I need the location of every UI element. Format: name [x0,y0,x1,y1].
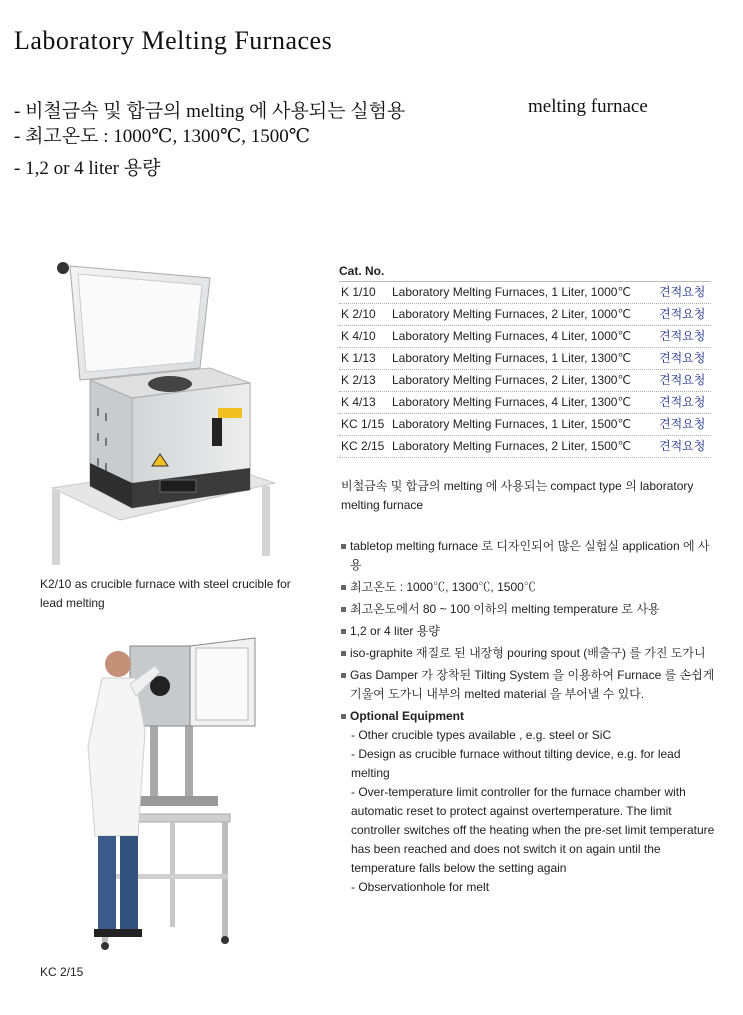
intro-line-3: - 1,2 or 4 liter 용량 [14,158,161,179]
optional-item: - Over-temperature limit controller for the furnace chamber with automatic reset to protect against overtemperature. The limit controller switches off the heating when the pre-set limit temperature has been reached and does not switch it on again until the temperature falls below the setting again [351,785,715,875]
table-row [339,414,711,436]
optional-item: - Observationhole for melt [351,880,490,894]
feature-text: iso-graphite 재질로 된 내장형 pouring spout (배출구) 를 가진 도가니 [350,646,706,660]
quote-request-link[interactable]: 견적요청 [659,285,706,299]
catalog-table-header: Cat. No. [339,263,711,282]
tilting-photo-caption: KC 2/15 [40,965,84,979]
cat-description: Laboratory Melting Furnaces, 4 Liter, 1300℃ [392,395,631,409]
bullet-icon [341,673,346,678]
optional-item: - Design as crucible furnace without tilting device, e.g. for lead melting [351,747,681,780]
cat-no: K 4/13 [341,395,376,409]
cat-no: KC 1/15 [341,417,385,431]
feature-text: tabletop melting furnace 로 디자인되어 많은 실험실 application 에 사용 [350,539,710,572]
intro-line-2: - 최고온도 : 1000℃, 1300℃, 1500℃ [14,126,311,147]
page-title: Laboratory Melting Furnaces [14,26,333,55]
cat-description: Laboratory Melting Furnaces, 4 Liter, 1000℃ [392,329,631,343]
optional-item: - Other crucible types available , e.g. steel or SiC [351,728,612,742]
table-row [339,436,711,458]
table-row [339,370,711,392]
intro-line-1: - 비철금속 및 합금의 melting 에 사용되는 실험용 [14,101,406,122]
list-item [341,666,716,704]
quote-request-link[interactable]: 견적요청 [659,373,706,387]
quote-request-link[interactable]: 견적요청 [659,351,706,365]
intro-line-1-suffix: melting furnace [528,96,648,117]
furnace-photo [40,258,288,565]
quote-request-link[interactable]: 견적요청 [659,395,706,409]
list-item [341,537,716,575]
table-row [339,304,711,326]
quote-request-link[interactable]: 견적요청 [659,439,706,453]
table-row [339,392,711,414]
cat-no: K 4/10 [341,329,376,343]
furnace-photo-caption: K2/10 as crucible furnace with steel crucible for lead melting [40,577,291,610]
feature-text: 최고온도에서 80 ~ 100 이하의 melting temperature 로 사용 [350,602,660,616]
bullet-icon [341,651,346,656]
feature-list [341,537,716,900]
table-row [339,348,711,370]
cat-no: K 2/13 [341,373,376,387]
list-item [341,622,716,641]
quote-request-link[interactable]: 견적요청 [659,329,706,343]
feature-text: Gas Damper 가 장착된 Tilting System 을 이용하여 Furnace 를 손쉽게 기울여 도가니 내부의 melted material 을 부어낼 수 있다. [350,668,715,701]
feature-text: 최고온도 : 1000℃, 1300℃, 1500℃ [350,580,536,594]
product-description: 비철금속 및 합금의 melting 에 사용되는 compact type 의 laboratory melting furnace [341,479,694,512]
cat-no: K 1/13 [341,351,376,365]
bullet-icon [341,629,346,634]
cat-description: Laboratory Melting Furnaces, 1 Liter, 1300℃ [392,351,631,365]
cat-description: Laboratory Melting Furnaces, 1 Liter, 1000℃ [392,285,631,299]
cat-description: Laboratory Melting Furnaces, 2 Liter, 1500℃ [392,439,631,453]
quote-request-link[interactable]: 견적요청 [659,307,706,321]
cat-description: Laboratory Melting Furnaces, 2 Liter, 1300℃ [392,373,631,387]
bullet-icon [341,607,346,612]
list-item [341,644,716,663]
optional-equipment [341,707,716,897]
cat-no: K 2/10 [341,307,376,321]
optional-equipment-title: Optional Equipment [350,709,464,723]
cat-description: Laboratory Melting Furnaces, 2 Liter, 1000℃ [392,307,631,321]
bullet-icon [341,544,346,549]
cat-no: K 1/10 [341,285,376,299]
cat-description: Laboratory Melting Furnaces, 1 Liter, 1500℃ [392,417,631,431]
table-row [339,282,711,304]
quote-request-link[interactable]: 견적요청 [659,417,706,431]
cat-no: KC 2/15 [341,439,385,453]
list-item [341,600,716,619]
catalog-table [339,263,711,458]
table-row [339,326,711,348]
list-item [341,578,716,597]
bullet-icon [341,714,346,719]
tilting-furnace-photo [40,636,288,958]
bullet-icon [341,585,346,590]
feature-text: 1,2 or 4 liter 용량 [350,624,440,638]
